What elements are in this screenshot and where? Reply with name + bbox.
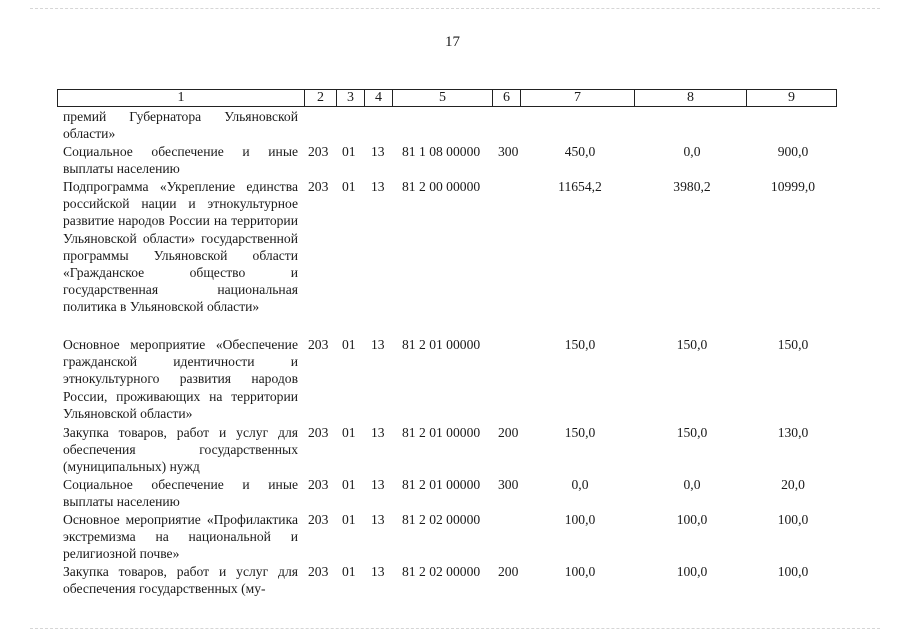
cell-col-8: 0,0 [683,477,701,492]
cell-col-5: 81 2 02 00000 [402,564,481,579]
table-row-name: Закупка товаров, работ и услуг для обеспечения государственных (му- [63,564,298,597]
cell-col-2: 203 [308,425,329,440]
cell-col-5: 81 2 01 00000 [402,425,481,440]
table-header-row [57,89,837,107]
cell-col-9: 100,0 [777,564,809,579]
table-row-name: Социальное обеспечение и иные выплаты населению [63,477,298,510]
cell-col-7: 100,0 [564,564,596,579]
table-header-col-8: 8 [634,90,746,106]
cell-col-3: 01 [342,512,356,527]
cell-col-9: 900,0 [777,144,809,159]
cell-col-4: 13 [371,337,385,352]
cell-col-3: 01 [342,179,356,194]
table-header-col-5: 5 [392,90,492,106]
cell-col-8: 100,0 [676,512,708,527]
cell-col-7: 450,0 [564,144,596,159]
cell-col-2: 203 [308,144,329,159]
cell-col-9: 10999,0 [770,179,816,194]
table-row-name: Основное мероприятие «Обеспечение гражданской идентичности и этнокультурного развития народов России, проживающих на территории Ульяновской области» [63,337,298,421]
cell-col-7: 150,0 [564,425,596,440]
table-header-col-2: 2 [304,90,336,106]
cell-col-6: 300 [498,477,519,492]
page-number: 17 [445,34,460,50]
cell-col-4: 13 [371,179,385,194]
cell-col-2: 203 [308,477,329,492]
table-row-name: Основное мероприятие «Профилактика экстремизма на национальной и религиозной почве» [63,512,298,562]
table-row-name: Закупка товаров, работ и услуг для обеспечения государственных (муниципальных) нужд [63,425,298,475]
cell-col-5: 81 1 08 00000 [402,144,481,159]
cell-col-9: 150,0 [777,337,809,352]
cell-col-6: 300 [498,144,519,159]
cell-col-4: 13 [371,477,385,492]
table-row-name: Социальное обеспечение и иные выплаты населению [63,144,298,177]
cell-col-5: 81 2 01 00000 [402,337,481,352]
table-row-name: Подпрограмма «Укрепление единства российской нации и этнокультурное развитие народов России на территории Ульяновской области» государственной программы Ульяновской области «Гражданское общество и государственная национальная политика в Ульяновской области» [63,179,298,315]
cell-col-3: 01 [342,337,356,352]
cell-col-7: 100,0 [564,512,596,527]
cell-col-3: 01 [342,425,356,440]
cell-col-2: 203 [308,512,329,527]
cell-col-3: 01 [342,477,356,492]
cell-col-9: 130,0 [777,425,809,440]
cell-col-2: 203 [308,179,329,194]
table-header-col-3: 3 [336,90,364,106]
cell-col-4: 13 [371,425,385,440]
cell-col-7: 150,0 [564,337,596,352]
cell-col-3: 01 [342,144,356,159]
table-header-col-4: 4 [364,90,392,106]
table-header-col-7: 7 [520,90,634,106]
table-header-col-1: 1 [177,90,185,105]
cell-col-8: 100,0 [676,564,708,579]
table-header-col-6: 6 [492,90,520,106]
table-header-col-9: 9 [746,90,836,106]
table-row-name: премий Губернатора Ульяновской области» [63,109,298,142]
cell-col-9: 20,0 [781,477,805,492]
cell-col-5: 81 2 00 00000 [402,179,481,194]
cell-col-6: 200 [498,564,519,579]
cell-col-5: 81 2 01 00000 [402,477,481,492]
cell-col-6: 200 [498,425,519,440]
cell-col-7: 0,0 [571,477,589,492]
cell-col-5: 81 2 02 00000 [402,512,481,527]
cell-col-3: 01 [342,564,356,579]
cell-col-2: 203 [308,564,329,579]
scan-edge-top [30,8,880,9]
cell-col-4: 13 [371,512,385,527]
cell-col-8: 3980,2 [673,179,711,194]
cell-col-4: 13 [371,144,385,159]
cell-col-8: 150,0 [676,337,708,352]
cell-col-8: 150,0 [676,425,708,440]
scan-edge-bottom [30,628,880,629]
cell-col-9: 100,0 [777,512,809,527]
cell-col-2: 203 [308,337,329,352]
cell-col-4: 13 [371,564,385,579]
cell-col-8: 0,0 [683,144,701,159]
cell-col-7: 11654,2 [558,179,602,194]
